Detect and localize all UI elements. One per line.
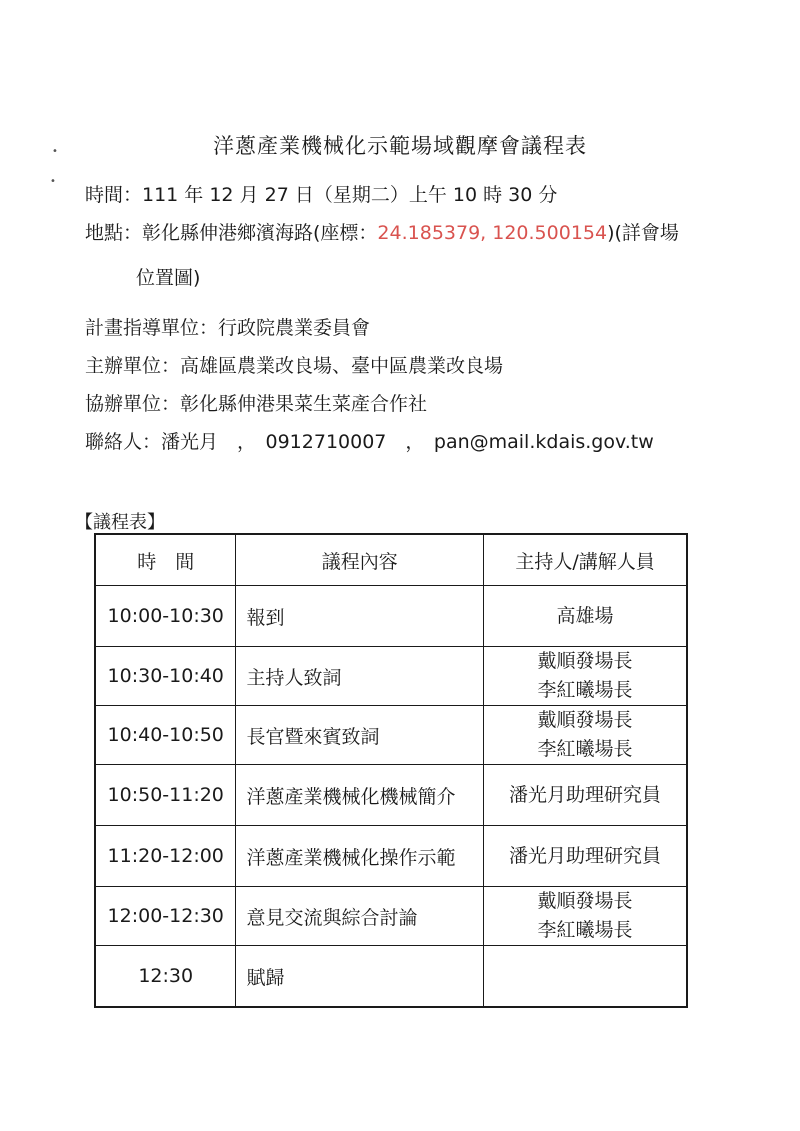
agenda-row [95, 887, 687, 946]
host-name: 戴順發場長 [537, 650, 633, 672]
host-name: 戴順發場長 [537, 709, 633, 731]
agenda-time: 10:30-10:40 [95, 647, 236, 706]
column-header-item: 議程內容 [236, 534, 484, 586]
agenda-row [95, 826, 687, 887]
agenda-item: 意見交流與綜合討論 [236, 887, 484, 946]
host-unit: 主辦單位：高雄區農業改良場、臺中區農業改良場 [85, 355, 504, 377]
scan-mark: • [50, 176, 56, 187]
column-header-time: 時 間 [95, 534, 236, 586]
location-coordinates: 24.185379, 120.500154 [377, 222, 608, 244]
agenda-host [484, 765, 687, 826]
agenda-host [484, 826, 687, 887]
agenda-host [484, 946, 687, 1008]
agenda-time: 10:50-11:20 [95, 765, 236, 826]
host-name: 李紅曦場長 [537, 679, 633, 701]
agenda-item: 賦歸 [236, 946, 484, 1008]
meeting-time: 時間：111 年 12 月 27 日（星期二）上午 10 時 30 分 [85, 184, 558, 206]
agenda-item: 長官暨來賓致詞 [236, 706, 484, 765]
location-prefix: 地點：彰化縣伸港鄉濱海路(座標： [85, 222, 378, 244]
agenda-item: 洋蔥產業機械化機械簡介 [236, 765, 484, 826]
host-name: 李紅曦場長 [537, 738, 633, 760]
agenda-time: 10:00-10:30 [95, 586, 236, 647]
agenda-row [95, 765, 687, 826]
agenda-time: 12:30 [95, 946, 236, 1008]
host-name: 戴順發場長 [537, 890, 633, 912]
contact-info: 聯絡人：潘光月 ， 0912710007 ， pan@mail.kdais.gov.tw [85, 431, 654, 453]
agenda-row [95, 647, 687, 706]
host-name: 李紅曦場長 [537, 919, 633, 941]
agenda-time: 11:20-12:00 [95, 826, 236, 887]
agenda-time: 12:00-12:30 [95, 887, 236, 946]
guidance-unit: 計畫指導單位：行政院農業委員會 [85, 317, 371, 339]
agenda-item: 主持人致詞 [236, 647, 484, 706]
agenda-item: 報到 [236, 586, 484, 647]
agenda-header-row [95, 534, 687, 586]
meeting-location [85, 218, 679, 245]
host-name: 潘光月助理研究員 [509, 783, 662, 806]
column-header-host: 主持人/講解人員 [484, 534, 687, 586]
agenda-host [484, 887, 687, 946]
agenda-row [95, 706, 687, 765]
agenda-host [484, 706, 687, 765]
scan-mark: • [52, 146, 58, 157]
location-suffix: )(詳會場 [607, 222, 679, 244]
co-host-unit: 協辦單位：彰化縣伸港果菜生菜產合作社 [85, 393, 428, 415]
agenda-heading: 【議程表】 [75, 512, 165, 533]
agenda-row [95, 946, 687, 1008]
agenda-row [95, 586, 687, 647]
agenda-host [484, 647, 687, 706]
agenda-table [94, 533, 688, 1008]
agenda-host [484, 586, 687, 647]
host-name: 高雄場 [556, 604, 614, 627]
agenda-time: 10:40-10:50 [95, 706, 236, 765]
document-title: 洋蔥產業機械化示範場域觀摩會議程表 [213, 134, 587, 158]
host-name: 潘光月助理研究員 [509, 844, 662, 867]
location-continuation: 位置圖) [136, 267, 201, 289]
agenda-item: 洋蔥產業機械化操作示範 [236, 826, 484, 887]
